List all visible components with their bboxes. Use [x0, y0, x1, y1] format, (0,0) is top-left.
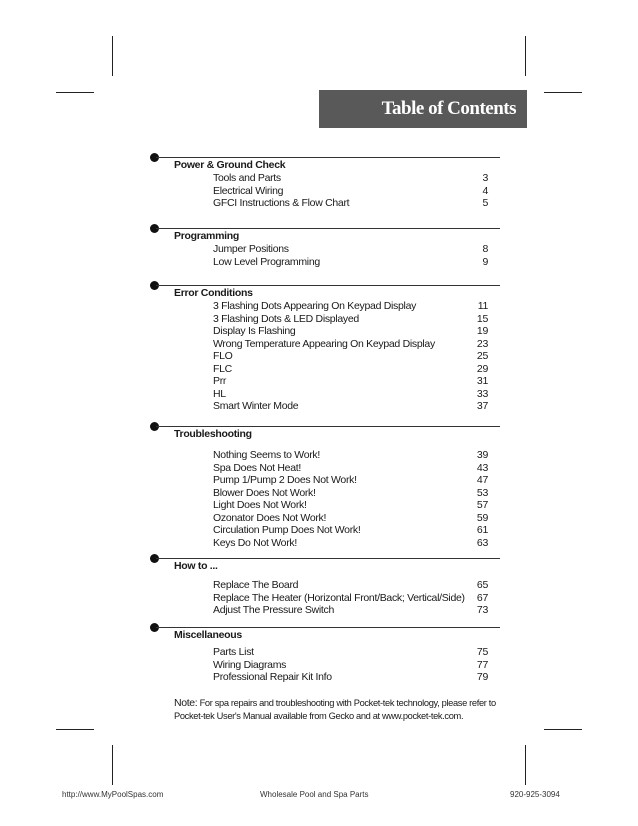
- entry-label: Replace The Board: [213, 579, 299, 591]
- entry-label: Wiring Diagrams: [213, 658, 287, 671]
- entry-page: 8: [482, 243, 488, 255]
- entry-page: 37: [476, 400, 488, 412]
- entry-page: 5: [482, 197, 488, 209]
- toc-entry[interactable]: [213, 197, 488, 210]
- entry-page: 33: [476, 387, 488, 400]
- entry-page: 65: [476, 579, 488, 591]
- entry-label: 3 Flashing Dots Appearing On Keypad Display: [213, 300, 417, 312]
- section-divider: [156, 228, 500, 229]
- entry-list: [213, 300, 488, 413]
- section-title: Troubleshooting: [174, 428, 252, 440]
- toc-entry[interactable]: [213, 172, 488, 185]
- section-divider: [156, 627, 500, 628]
- toc-entry[interactable]: [213, 300, 488, 313]
- entry-label: Prr: [213, 375, 227, 387]
- toc-entry[interactable]: [213, 462, 488, 475]
- toc-entry[interactable]: [213, 243, 488, 256]
- toc-entry[interactable]: [213, 400, 488, 413]
- entry-page: 61: [476, 524, 488, 536]
- entry-label: Spa Does Not Heat!: [213, 461, 301, 474]
- entry-page: 31: [476, 375, 488, 387]
- entry-label: Display Is Flashing: [213, 325, 296, 337]
- toc-entry[interactable]: [213, 363, 488, 376]
- crop-mark-left-top: [56, 92, 94, 93]
- entry-label: Smart Winter Mode: [213, 400, 299, 412]
- entry-page: 75: [476, 646, 488, 658]
- entry-page: 47: [476, 474, 488, 486]
- entry-label: Nothing Seems to Work!: [213, 449, 321, 461]
- crop-mark-left-bottom: [56, 729, 94, 730]
- entry-list: [213, 243, 488, 268]
- footer-phone: 920-925-3094: [510, 790, 560, 799]
- toc-entry[interactable]: [213, 499, 488, 512]
- entry-page: 57: [476, 499, 488, 511]
- section-title: Power & Ground Check: [174, 159, 286, 171]
- toc-entry[interactable]: [213, 512, 488, 525]
- toc-entry[interactable]: [213, 646, 488, 659]
- toc-entry[interactable]: [213, 350, 488, 363]
- entry-page: 25: [476, 350, 488, 362]
- entry-label: Professional Repair Kit Info: [213, 671, 332, 683]
- entry-page: 19: [476, 325, 488, 337]
- section-divider: [156, 157, 500, 158]
- entry-page: 11: [477, 300, 488, 312]
- crop-mark-top-left: [112, 36, 113, 76]
- entry-label: HL: [213, 387, 226, 400]
- note-label: Note:: [174, 697, 198, 709]
- entry-label: Electrical Wiring: [213, 184, 284, 197]
- entry-list: [213, 449, 488, 549]
- toc-entry[interactable]: [213, 185, 488, 198]
- entry-label: Low Level Programming: [213, 255, 320, 268]
- toc-entry[interactable]: [213, 579, 488, 592]
- toc-entry[interactable]: [213, 474, 488, 487]
- entry-label: Light Does Not Work!: [213, 499, 307, 511]
- entry-label: Jumper Positions: [213, 243, 289, 255]
- entry-list: [213, 646, 488, 684]
- crop-mark-bottom-left: [112, 745, 113, 785]
- entry-label: Keys Do Not Work!: [213, 536, 297, 549]
- toc-entry[interactable]: [213, 659, 488, 672]
- section-title: Programming: [174, 230, 239, 242]
- section-title: Miscellaneous: [174, 629, 242, 641]
- entry-page: 3: [482, 172, 488, 184]
- toc-entry[interactable]: [213, 449, 488, 462]
- toc-entry[interactable]: [213, 537, 488, 550]
- entry-page: 63: [476, 536, 488, 549]
- entry-label: Adjust The Pressure Switch: [213, 604, 334, 616]
- crop-mark-bottom-right: [525, 745, 526, 785]
- entry-page: 53: [476, 486, 488, 499]
- section-divider: [156, 426, 500, 427]
- entry-label: FLC: [213, 362, 232, 375]
- entry-label: Pump 1/Pump 2 Does Not Work!: [213, 474, 357, 486]
- note-line-1: For spa repairs and troubleshooting with Pocket-tek technology, please refer to: [199, 698, 496, 708]
- entry-label: Ozonator Does Not Work!: [213, 511, 327, 524]
- entry-label: Replace The Heater (Horizontal Front/Back; Vertical/Side): [213, 591, 465, 604]
- entry-page: 77: [476, 658, 488, 671]
- entry-label: 3 Flashing Dots & LED Displayed: [213, 312, 359, 325]
- entry-page: 4: [482, 184, 488, 197]
- entry-page: 9: [482, 255, 488, 268]
- note-line-2: Pocket-tek User's Manual available from Gecko and at www.pocket-tek.com.: [174, 710, 464, 721]
- section-title: How to ...: [174, 560, 218, 572]
- entry-page: 79: [476, 671, 488, 683]
- toc-entry[interactable]: [213, 256, 488, 269]
- entry-page: 15: [476, 312, 488, 325]
- entry-page: 23: [476, 337, 488, 350]
- toc-entry[interactable]: [213, 487, 488, 500]
- toc-entry[interactable]: [213, 388, 488, 401]
- entry-label: Blower Does Not Work!: [213, 486, 316, 499]
- page-title: Table of Contents: [319, 90, 527, 128]
- entry-label: Tools and Parts: [213, 172, 281, 184]
- footer-center-text: Wholesale Pool and Spa Parts: [260, 790, 369, 799]
- entry-label: GFCI Instructions & Flow Chart: [213, 197, 350, 209]
- section-divider: [156, 558, 500, 559]
- note-text: [174, 697, 504, 722]
- entry-list: [213, 579, 488, 617]
- entry-label: Parts List: [213, 646, 254, 658]
- entry-label: Circulation Pump Does Not Work!: [213, 524, 361, 536]
- footer-url[interactable]: http://www.MyPoolSpas.com: [62, 790, 164, 799]
- toc-entry[interactable]: [213, 313, 488, 326]
- entry-page: 73: [476, 604, 488, 616]
- toc-entry[interactable]: [213, 592, 488, 605]
- entry-label: FLO: [213, 350, 233, 362]
- entry-page: 59: [476, 511, 488, 524]
- toc-entry[interactable]: [213, 338, 488, 351]
- toc-entry[interactable]: [213, 671, 488, 684]
- entry-label: Wrong Temperature Appearing On Keypad Display: [213, 337, 435, 350]
- crop-mark-top-right: [525, 36, 526, 76]
- toc-entry[interactable]: [213, 375, 488, 388]
- entry-list: [213, 172, 488, 210]
- entry-page: 67: [476, 591, 488, 604]
- entry-page: 29: [476, 362, 488, 375]
- entry-page: 39: [476, 449, 488, 461]
- crop-mark-right-bottom: [544, 729, 582, 730]
- section-title: Error Conditions: [174, 287, 253, 299]
- toc-entry[interactable]: [213, 604, 488, 617]
- entry-page: 43: [476, 461, 488, 474]
- crop-mark-right-top: [544, 92, 582, 93]
- toc-entry[interactable]: [213, 524, 488, 537]
- section-divider: [156, 285, 500, 286]
- toc-entry[interactable]: [213, 325, 488, 338]
